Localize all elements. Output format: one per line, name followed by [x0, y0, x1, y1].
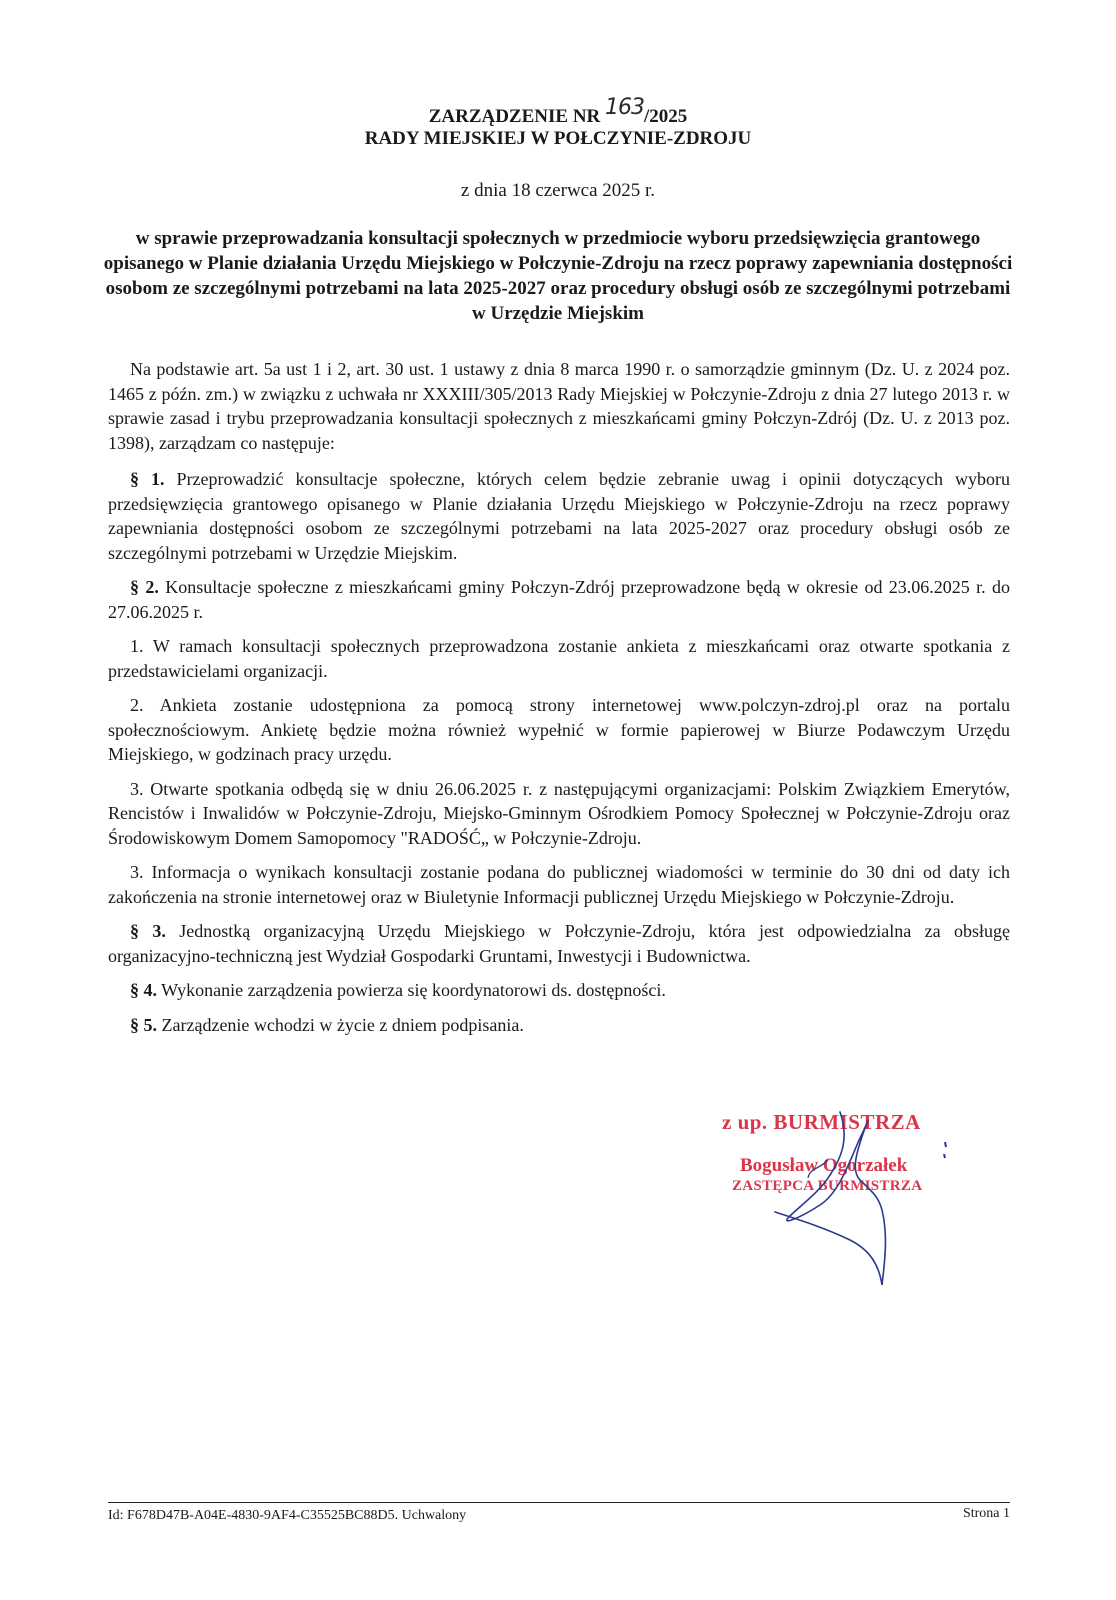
legal-basis-paragraph: Na podstawie art. 5a ust 1 i 2, art. 30 ust. 1 ustawy z dnia 8 marca 1990 r. o samorządzie gminnym (Dz. U. z 2024 poz. 1465 z późn. zm.) w związku z uchwała nr XXXIII/305/2013 Rady Miejskiej w Połczynie-Zdroju z dnia 27 lutego 2013 r. w sprawie zasad i trybu przeprowadzania konsultacji społecznych z mieszkańcami gminy Połczyn-Zdrój (Dz. U. z 2013 poz. 1398), zarządzam co następuje: — [108, 359, 1010, 453]
section-sign: § 4. — [130, 980, 157, 1000]
footer-page-number: Strona 1 — [962, 1506, 1010, 1521]
document-issuer: RADY MIEJSKIEJ W POŁCZYNIE-ZDROJU — [364, 128, 752, 149]
section-text: Wykonanie zarządzenia powierza się koordynatorowi ds. dostępności. — [157, 980, 666, 1000]
section-sign: § 5. — [130, 1014, 157, 1035]
handwritten-number: 163 — [605, 95, 645, 120]
document-body — [108, 357, 1010, 1047]
section-text: Konsultacje społeczne z mieszkańcami gminy Połczyn-Zdrój przeprowadzone będą w okresie od 23.06.2025 r. do 27.06.2025 r. — [108, 577, 1011, 622]
document-title — [0, 95, 1116, 128]
stamp-authority: z up. BURMISTRZA — [722, 1110, 921, 1134]
title-suffix: /2025 — [644, 106, 688, 127]
section-paragraph — [108, 919, 1010, 968]
document-date: z dnia 18 czerwca 2025 r. — [460, 180, 656, 201]
stamp-signatory-name: Bogusław Ogorzałek — [740, 1155, 908, 1176]
numbered-paragraph — [108, 777, 1010, 851]
footer-divider — [108, 1502, 1010, 1503]
section-sign: § 1. — [130, 469, 165, 489]
section-paragraph — [108, 575, 1010, 624]
title-prefix: ZARZĄDZENIE NR — [428, 106, 606, 127]
section-text: Przeprowadzić konsultacje społeczne, których celem będzie zebranie uwag i opinii dotyczących wyboru przedsięwzięcia grantowego opisanego w Planie działania Urzędu Miejskiego w Połczynie-Zdroju na rzecz poprawy zapewniania dostępności osobom ze szczególnymi potrzebami na lata 2025-2027 oraz procedury obsługi osób ze szczególnymi potrzebami w Urzędzie Miejskim. — [108, 469, 1010, 563]
section-text: 3. Informacja o wynikach konsultacji zostanie podana do publicznej wiadomości w terminie do 30 dni od daty ich zakończenia na stronie internetowej oraz w Biuletynie Informacji publicznej Urzędu Miejskiego w Połczynie-Zdroju. — [108, 862, 1010, 907]
footer-document-id: Id: F678D47B-A04E-4830-9AF4-C35525BC88D5. Uchwalony — [108, 1508, 467, 1523]
numbered-paragraph — [108, 693, 1010, 767]
section-paragraph — [108, 978, 1010, 1003]
signature-stamp-block — [700, 1100, 1030, 1300]
numbered-paragraph — [108, 860, 1010, 909]
section-text: Zarządzenie wchodzi w życie z dniem podpisania. — [157, 1014, 524, 1035]
section-text: 2. Ankieta zostanie udostępniona za pomocą strony internetowej www.polczyn-zdroj.pl oraz na portalu społecznościowym. Ankietę będzie można również wypełnić w formie papierowej w Biurze Podawczym Urzędu Miejskiego, w godzinach pracy urzędu. — [108, 695, 1010, 764]
section-paragraph — [108, 1013, 1010, 1038]
section-text: 1. W ramach konsultacji społecznych przeprowadzona zostanie ankieta z mieszkańcami oraz otwarte spotkania z przedstawicielami organizacji. — [108, 636, 1010, 681]
section-text: 3. Otwarte spotkania odbędą się w dniu 26.06.2025 r. z następującymi organizacjami: Polskim Związkiem Emerytów, Rencistów i Inwalidów w Połczynie-Zdroju, Miejsko-Gminnym Ośrodkiem Pomocy Społecznej w Połczynie-Zdroju oraz Środowiskowym Domem Samopomocy "RADOŚĆ„ w Połczynie-Zdroju. — [108, 778, 1010, 848]
section-text: Jednostką organizacyjną Urzędu Miejskiego w Połczynie-Zdroju, która jest odpowiedzialna za obsługę organizacyjno-techniczną jest Wydział Gospodarki Gruntami, Inwestycji i Budownictwa. — [108, 921, 1011, 966]
handwritten-signature-icon — [700, 1100, 1030, 1300]
number-dots — [605, 95, 645, 127]
section-sign: § 2. — [130, 577, 159, 597]
document-subject: w sprawie przeprowadzania konsultacji społecznych w przedmiocie wyboru przedsięwzięcia grantowego opisanego w Planie działania Urzędu Miejskiego w Połczynie-Zdroju na rzecz poprawy zapewniania dostępności osobom ze szczególnymi potrzebami na lata 2025-2027 oraz procedury obsługi osób ze szczególnymi potrzebami w Urzędzie Miejskim — [103, 228, 1013, 324]
section-paragraph — [108, 467, 1010, 565]
stamp-signatory-role: ZASTĘPCA BURMISTRZA — [732, 1178, 923, 1194]
section-sign: § 3. — [130, 921, 166, 941]
numbered-paragraph — [108, 634, 1010, 683]
